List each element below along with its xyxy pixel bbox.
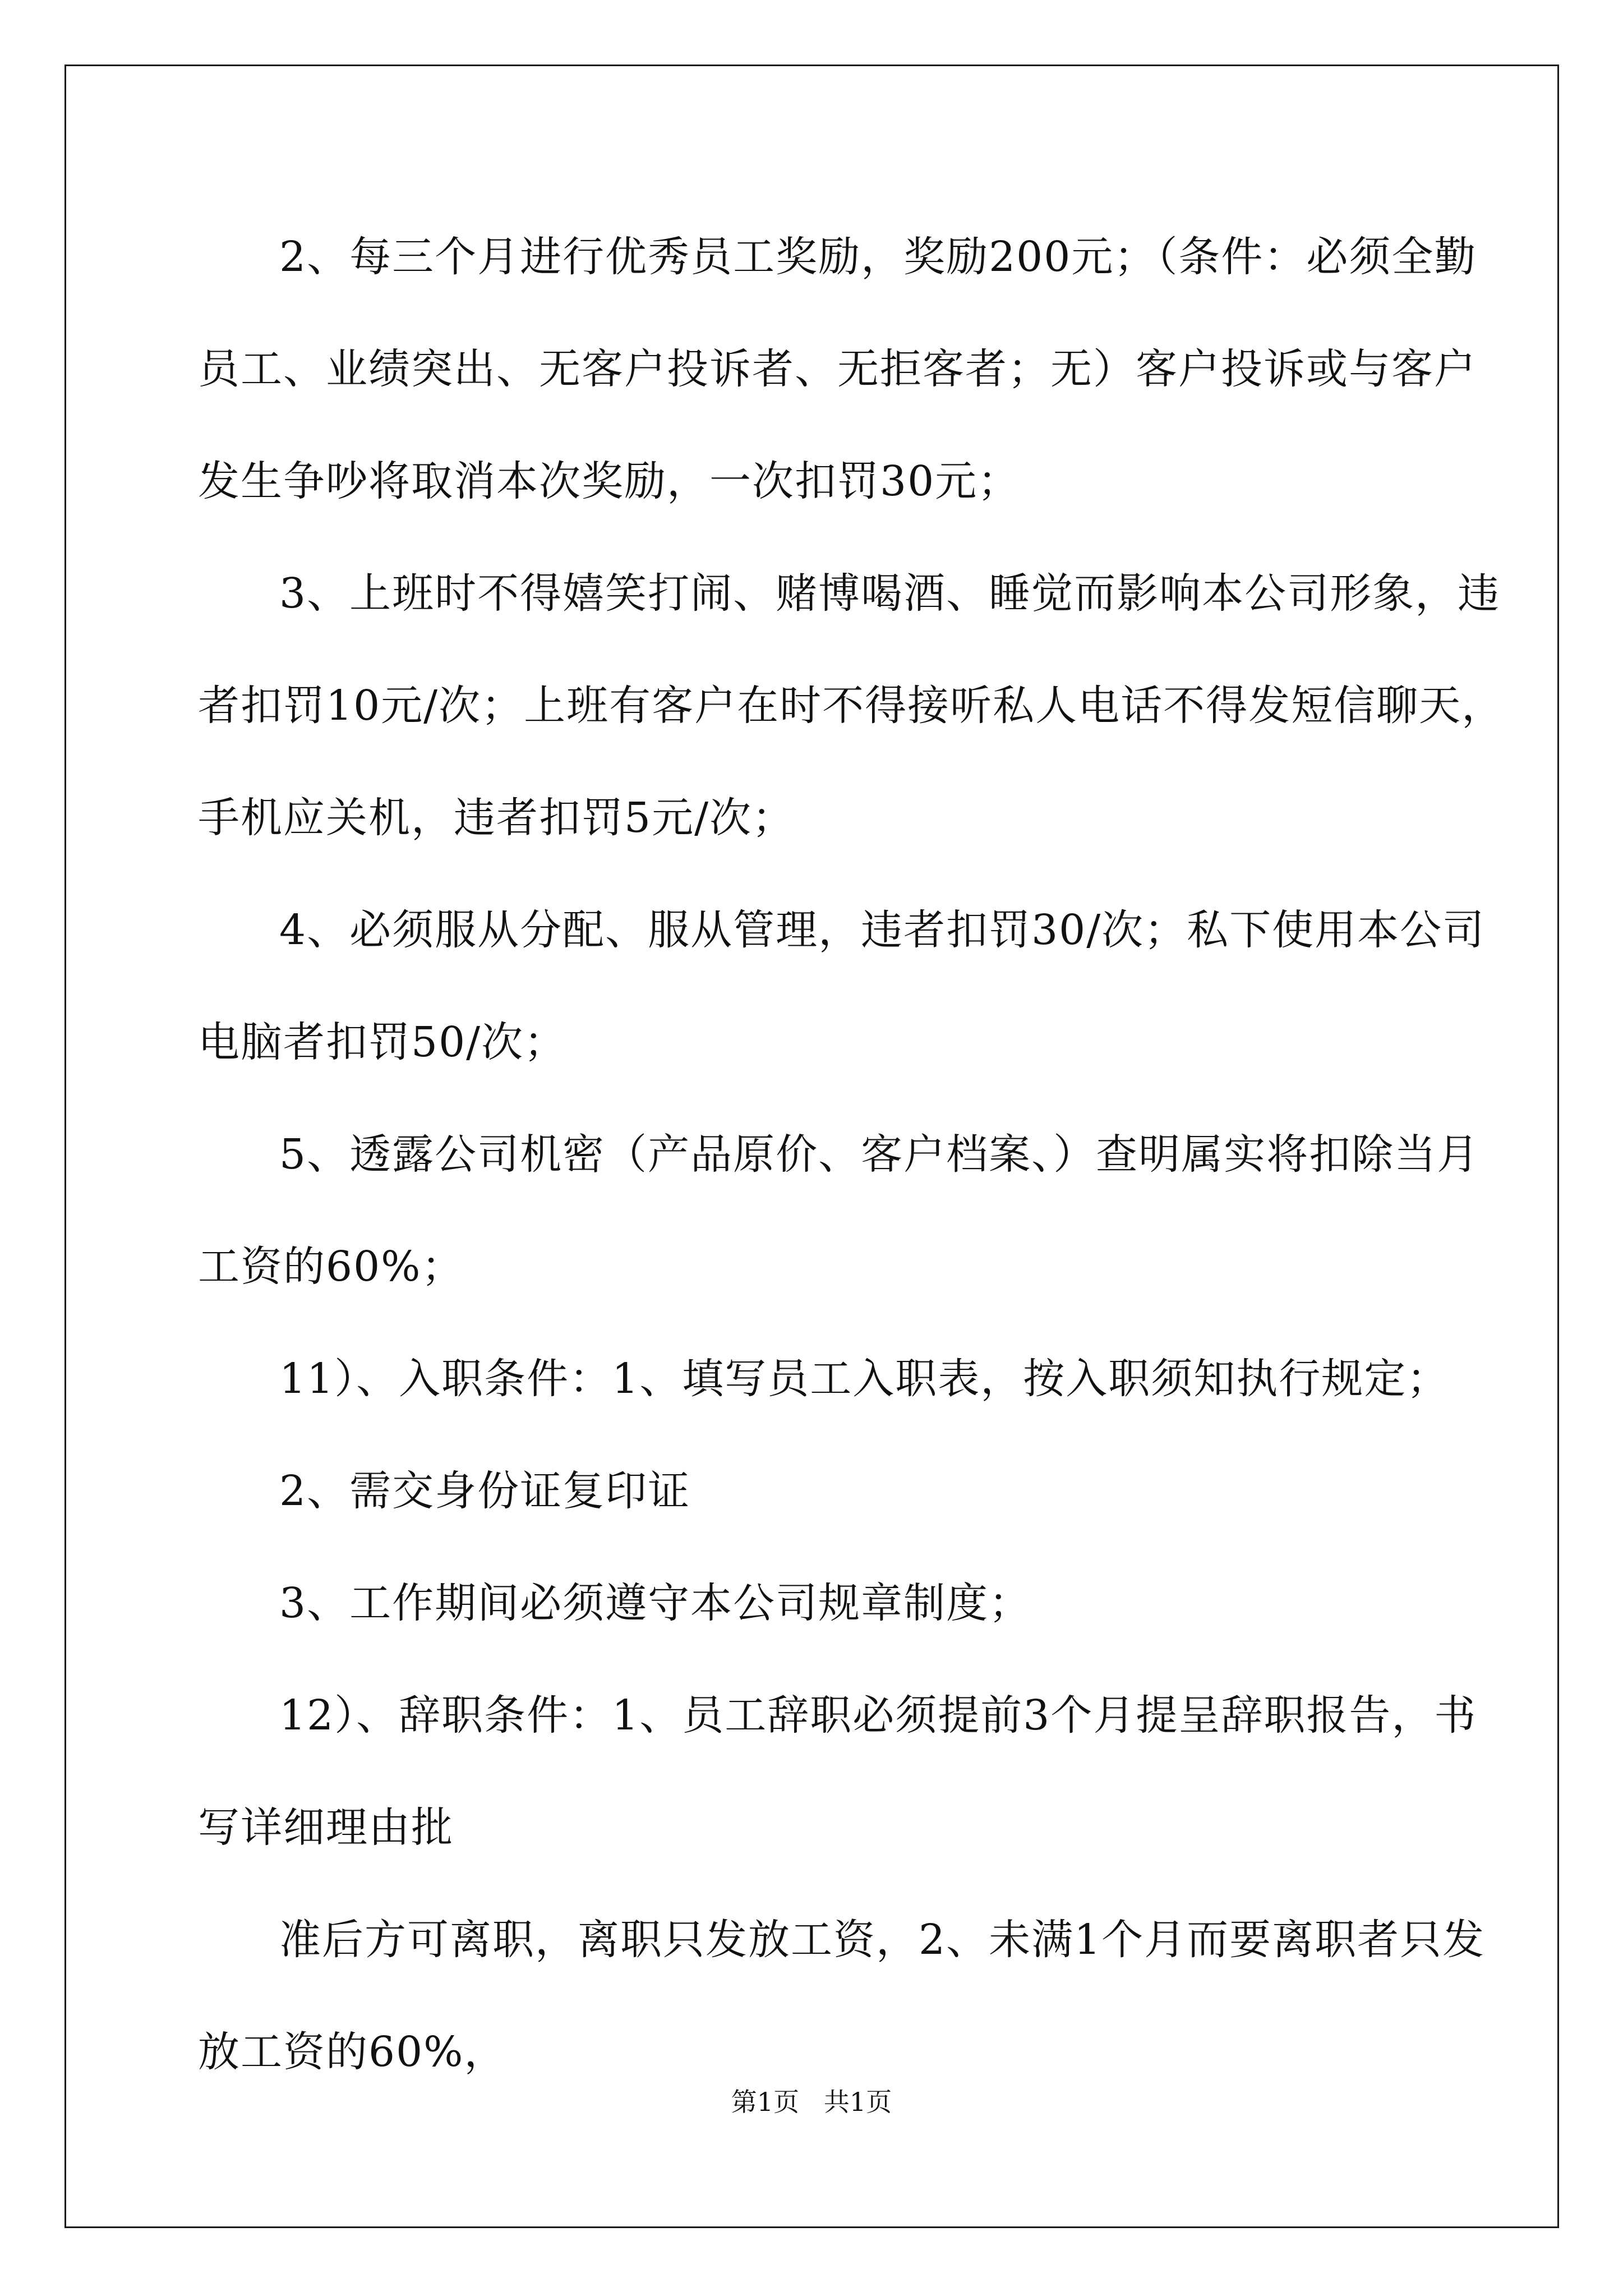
- paragraph-line: 手机应关机，违者扣罚5元/次；: [198, 794, 795, 842]
- paragraph-line: 者扣罚10元/次；上班有客户在时不得接听私人电话不得发短信聊天，: [198, 682, 1505, 730]
- paragraph-line: 工资的60%；: [198, 1243, 464, 1291]
- paragraph-line: 写详细理由批: [198, 1803, 454, 1852]
- paragraph-line: 放工资的60%，: [198, 2028, 507, 2076]
- paragraph-line: 11）、入职条件：1、填写员工入职表，按入职须知执行规定；: [279, 1355, 1450, 1403]
- paragraph-line: 3、工作期间必须遵守本公司规章制度；: [279, 1579, 1032, 1627]
- paragraph-line: 5、透露公司机密（产品原价、客户档案、）查明属实将扣除当月: [279, 1130, 1480, 1179]
- paragraph-line: 电脑者扣罚50/次；: [198, 1018, 567, 1066]
- page-number-footer: 第1页 共1页: [731, 2087, 892, 2117]
- paragraph-line: 12）、辞职条件：1、员工辞职必须提前3个月提呈辞职报告，书: [279, 1691, 1477, 1740]
- paragraph-line: 4、必须服从分配、服从管理，违者扣罚30/次；私下使用本公司: [279, 906, 1486, 954]
- paragraph-line: 发生争吵将取消本次奖励，一次扣罚30元；: [198, 457, 1021, 505]
- paragraph-line: 员工、业绩突出、无客户投诉者、无拒客者；无）客户投诉或与客户: [198, 345, 1477, 393]
- paragraph-line: 2、每三个月进行优秀员工奖励，奖励200元；（条件：必须全勤: [279, 233, 1477, 281]
- paragraph-line: 准后方可离职，离职只发放工资，2、未满1个月而要离职者只发: [279, 1916, 1486, 1964]
- paragraph-line: 2、需交身份证复印证: [279, 1467, 691, 1515]
- paragraph-line: 3、上班时不得嬉笑打闹、赌博喝酒、睡觉而影响本公司形象，违: [279, 569, 1501, 618]
